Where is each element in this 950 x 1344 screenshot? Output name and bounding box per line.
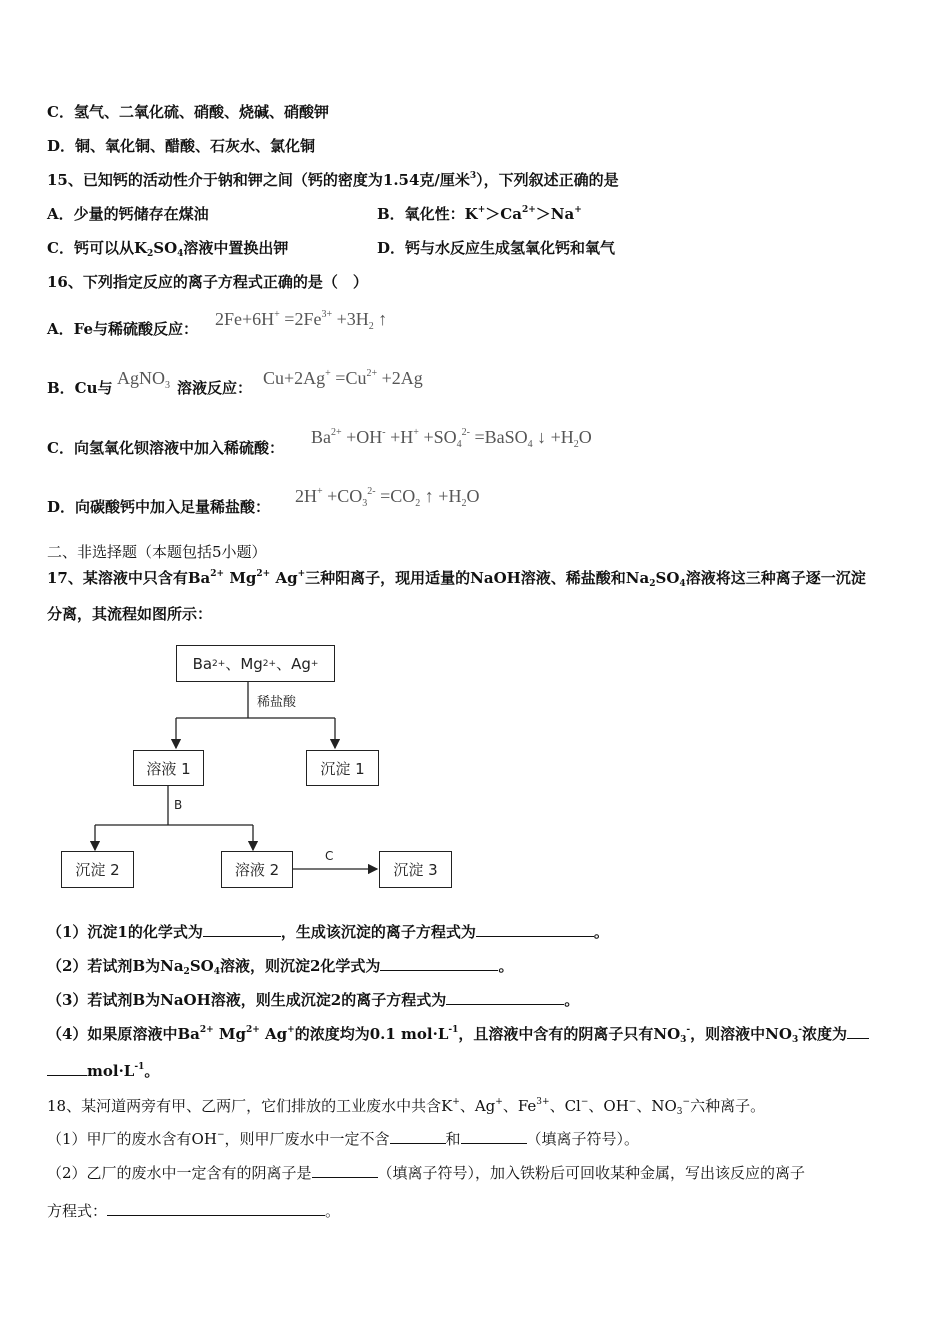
q18-part2-line2 <box>47 1201 340 1221</box>
superscript: - <box>382 427 386 438</box>
superscript: + <box>413 427 419 438</box>
text-run: +SO <box>418 427 457 447</box>
subscript: 4 <box>527 439 533 450</box>
subscript: 3 <box>791 1035 799 1045</box>
text-run: 、Fe <box>502 1097 537 1115</box>
text-run: 三种阳离子，现用适量的NaOH溶液、稀盐酸和Na <box>305 569 650 587</box>
text-run: ，生成该沉淀的离子方程式为 <box>280 923 476 941</box>
superscript: 2- <box>461 427 470 438</box>
text-run: SO <box>189 957 214 975</box>
subscript: 2 <box>368 321 374 332</box>
superscript: + <box>287 1025 295 1035</box>
flow-precipitate-2: 沉淀 2 <box>61 851 134 888</box>
text-run: 溶液反应： <box>177 379 253 397</box>
text-run: O <box>578 427 592 447</box>
text-run: Ag <box>270 569 298 587</box>
text-run: 、Ag <box>276 655 311 673</box>
text-run: 的浓度均为0.1 mol·L <box>294 1025 449 1043</box>
superscript: 2- <box>367 486 376 497</box>
superscript: 2+ <box>210 569 225 579</box>
text-run: B．氧化性：K <box>377 205 478 223</box>
flow-precipitate-3: 沉淀 3 <box>379 851 452 888</box>
text-run: A．Fe与稀硫酸反应： <box>47 320 199 338</box>
answer-blank <box>461 1129 527 1144</box>
superscript: -1 <box>448 1025 459 1035</box>
subscript: 2 <box>415 498 421 509</box>
text-run: C．向氢氧化钡溶液中加入稀硫酸： <box>47 439 284 457</box>
text-run: C．氢气、二氧化硫、硝酸、烧碱、硝酸钾 <box>47 103 329 121</box>
q17-part4-line1 <box>47 1024 869 1044</box>
superscript: − <box>628 1097 637 1107</box>
text-run: =2Fe <box>279 309 322 329</box>
text-run: 2Fe+6H <box>215 309 275 329</box>
superscript: + <box>452 1097 460 1107</box>
subscript: 2 <box>183 967 190 977</box>
subscript: 4 <box>213 967 220 977</box>
text-run: 16、下列指定反应的离子方程式正确的是（ ） <box>47 273 368 291</box>
flow-start-box: Ba 2+ 、Mg 2+ 、Ag + <box>176 645 335 682</box>
text-run: ↓ +H <box>532 427 574 447</box>
superscript: + <box>297 569 306 579</box>
text-run: ），下列叙述正确的是 <box>476 171 619 189</box>
superscript: - <box>686 1025 691 1035</box>
text-run: Ag <box>259 1025 288 1043</box>
superscript: 2+ <box>245 1025 260 1035</box>
text-run: Ba <box>192 654 213 673</box>
subscript: 3 <box>165 380 170 391</box>
flow-solution-2: 溶液 2 <box>221 851 293 888</box>
superscript: 2+ <box>521 205 536 215</box>
text-run: D．铜、氧化铜、醋酸、石灰水、氯化铜 <box>47 137 316 155</box>
superscript: 3 <box>469 171 477 181</box>
text-run: 溶液将这三种离子逐一沉淀 <box>685 569 866 587</box>
text-run: Ba <box>311 427 331 447</box>
text-run: C．钙可以从K <box>47 239 147 257</box>
text-run: Mg <box>213 1025 246 1043</box>
superscript: 3+ <box>536 1097 550 1107</box>
subscript: 4 <box>456 439 462 450</box>
text-run: （填离子符号）。 <box>526 1130 640 1148</box>
subscript: 4 <box>177 249 184 259</box>
text-run: 15、已知钙的活动性介于钠和钾之间（钙的密度为1.54克/厘米 <box>47 171 470 189</box>
text-run: 。 <box>593 923 609 941</box>
superscript: + <box>495 1097 503 1107</box>
text-run: 2H <box>295 486 317 506</box>
subscript: 3 <box>676 1107 683 1117</box>
q18-part1 <box>47 1129 639 1149</box>
text-run: mol·L <box>87 1062 135 1080</box>
text-run: （4）如果原溶液中Ba <box>47 1025 200 1043</box>
q17-part2 <box>47 956 513 976</box>
text-run: 。 <box>325 1202 341 1220</box>
flow-precipitate-1: 沉淀 1 <box>306 750 379 786</box>
subscript: 3 <box>680 1035 687 1045</box>
text-run: 二、非选择题（本题包括5小题） <box>47 543 267 561</box>
subscript: 2 <box>461 498 467 509</box>
superscript: 3+ <box>321 309 333 320</box>
text-run: ，则溶液中NO <box>690 1025 792 1043</box>
superscript: + <box>574 205 582 215</box>
text-run: 。 <box>564 991 580 1009</box>
text-run: 溶液，则沉淀2化学式为 <box>219 957 381 975</box>
q17-part1 <box>47 922 609 942</box>
answer-blank <box>446 990 564 1005</box>
text-run: ↑ <box>373 309 388 329</box>
answer-blank <box>390 1129 446 1144</box>
text-run: ↑ +H <box>420 486 462 506</box>
text-run: 、OH <box>588 1097 629 1115</box>
text-run: AgNO <box>117 368 165 388</box>
subscript: 3 <box>362 498 368 509</box>
flow-reagent-hcl: 稀盐酸 <box>257 695 297 710</box>
text-run: +OH <box>341 427 383 447</box>
superscript: 2+ <box>256 569 271 579</box>
text-run: =BaSO <box>469 427 528 447</box>
text-run: ＞Ca <box>485 205 522 223</box>
text-run: （3）若试剂B为NaOH溶液，则生成沉淀2的离子方程式为 <box>47 991 447 1009</box>
flow-reagent-c: C <box>325 849 334 863</box>
text-run: 六种离子。 <box>690 1097 766 1115</box>
text-run: 17、某溶液中只含有Ba <box>47 569 211 587</box>
text-run: Cu+2Ag <box>263 368 326 388</box>
text-run: +3H <box>332 309 369 329</box>
text-run: Mg <box>224 569 257 587</box>
flow-solution-1: 溶液 1 <box>133 750 204 786</box>
text-run: （1）甲厂的废水含有OH <box>47 1130 217 1148</box>
q17-part3 <box>47 990 579 1010</box>
superscript: + <box>477 205 486 215</box>
text-run: 、Cl <box>549 1097 581 1115</box>
superscript: − <box>216 1130 225 1140</box>
text-run: SO <box>153 239 178 257</box>
text-run: 、Ag <box>459 1097 496 1115</box>
text-run: B．Cu与 <box>47 379 113 397</box>
text-run: （填离子符号），加入铁粉后可回收某种金属，写出该反应的离子 <box>377 1164 806 1182</box>
answer-blank <box>203 922 281 937</box>
text-run: 方程式： <box>47 1202 108 1220</box>
q17-part4-line2 <box>47 1061 159 1081</box>
superscript: 2+ <box>199 1025 214 1035</box>
text-run: ，且溶液中含有的阴离子只有NO <box>458 1025 681 1043</box>
subscript: 2 <box>146 249 154 259</box>
superscript: − <box>682 1097 691 1107</box>
superscript: + <box>274 309 280 320</box>
answer-blank <box>847 1024 869 1039</box>
text-run: 、Mg <box>225 655 263 673</box>
text-run: =CO <box>375 486 416 506</box>
text-run: D．钙与水反应生成氢氧化钙和氧气 <box>377 239 616 257</box>
text-run: 和 <box>445 1130 461 1148</box>
superscript: - <box>798 1025 802 1035</box>
answer-blank <box>312 1163 378 1178</box>
superscript: 2+ <box>366 368 378 379</box>
superscript: 2+ <box>331 427 342 438</box>
text-run: O <box>466 486 480 506</box>
text-run: （1）沉淀1的化学式为 <box>47 923 203 941</box>
text-run: +CO <box>322 486 363 506</box>
answer-blank <box>476 922 594 937</box>
text-run: 溶液中置换出钾 <box>183 239 289 257</box>
text-run: =Cu <box>330 368 367 388</box>
text-run: 、NO <box>636 1097 677 1115</box>
text-run: （2）乙厂的废水中一定含有的阴离子是 <box>47 1164 312 1182</box>
superscript: + <box>317 486 323 497</box>
text-run: +2Ag <box>377 368 423 388</box>
answer-blank <box>107 1201 325 1216</box>
subscript: 4 <box>679 579 686 589</box>
text-run: 分离，其流程如图所示： <box>47 605 213 623</box>
text-run: 浓度为 <box>801 1025 847 1043</box>
superscript: + <box>325 368 331 379</box>
text-run: 18、某河道两旁有甲、乙两厂，它们排放的工业废水中共含K <box>47 1097 453 1115</box>
superscript: − <box>580 1097 589 1107</box>
text-run: 。 <box>144 1062 160 1080</box>
text-run: （2）若试剂B为Na <box>47 957 184 975</box>
text-run: SO <box>655 569 680 587</box>
text-run: A．少量的钙储存在煤油 <box>47 205 209 223</box>
flow-reagent-b: B <box>174 798 183 812</box>
text-run: D．向碳酸钙中加入足量稀盐酸： <box>47 498 271 516</box>
text-run: +H <box>385 427 414 447</box>
answer-blank <box>380 956 498 971</box>
text-run: ＞Na <box>535 205 575 223</box>
superscript: -1 <box>134 1062 145 1072</box>
answer-blank <box>47 1061 87 1076</box>
q18-part2-line1 <box>47 1163 805 1183</box>
text-run: ，则甲厂废水中一定不含 <box>224 1130 390 1148</box>
subscript: 2 <box>573 439 579 450</box>
text-run: 。 <box>498 957 514 975</box>
q18-stem <box>47 1096 765 1116</box>
subscript: 2 <box>649 579 656 589</box>
